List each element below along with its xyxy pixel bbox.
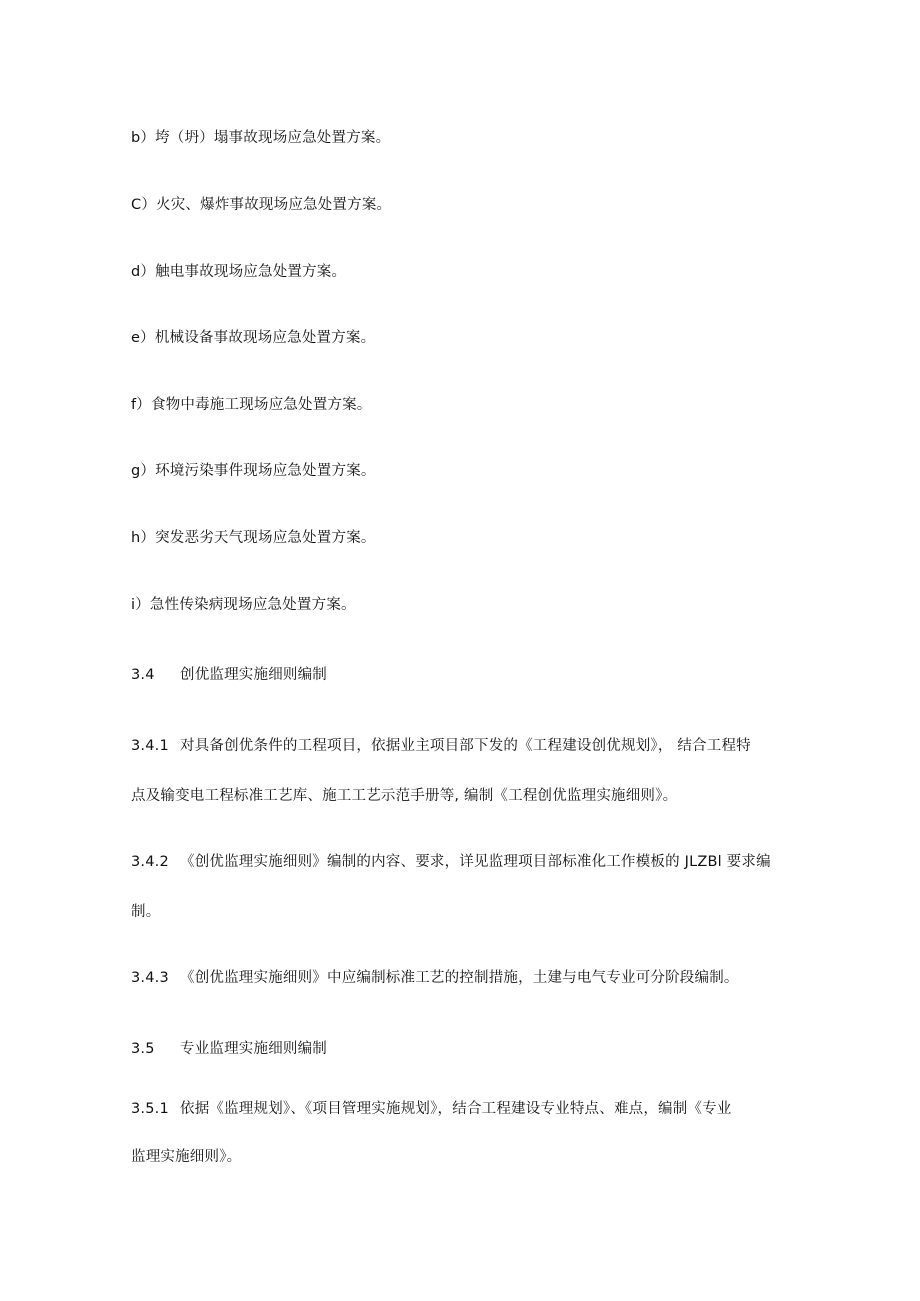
section-number: 3.5: [131, 1041, 155, 1057]
clause-text: 对具备创优条件的工程项目，依据业主项目部下发的《工程建设创优规划》， 结合工程特: [180, 738, 751, 754]
section-title: 专业监理实施细则编制: [180, 1041, 327, 1057]
list-item: h）突发恶劣天气现场应急处置方案。: [131, 530, 376, 546]
section-heading-3-4: [131, 665, 327, 685]
clause-text: 《创优监理实施细则》编制的内容、要求，详见监理项目部标准化工作模板的 JLZBl 要求编: [180, 854, 771, 870]
list-item: d）触电事故现场应急处置方案。: [131, 264, 347, 280]
clause-3-5-1: [131, 1099, 732, 1119]
list-item: b）垮（坍）塌事故现场应急处置方案。: [131, 130, 391, 146]
clause-number: 3.4.2: [131, 854, 169, 870]
section-heading-3-5: [131, 1039, 327, 1059]
clause-3-4-2: [131, 852, 771, 872]
clause-number: 3.4.1: [131, 738, 169, 754]
list-item: C）火灾、爆炸事故现场应急处置方案。: [131, 197, 392, 213]
clause-number: 3.5.1: [131, 1101, 169, 1117]
clause-3-5-1-continuation: 监理实施细则》。: [131, 1149, 242, 1165]
clause-text: 依据《监理规划》、《项目管理实施规划》，结合工程建设专业特点、难点，编制《专业: [180, 1101, 732, 1117]
list-item: i）急性传染病现场应急处置方案。: [131, 597, 356, 613]
list-item: f）食物中毒施工现场应急处置方案。: [131, 397, 372, 413]
section-number: 3.4: [131, 667, 155, 683]
clause-number: 3.4.3: [131, 970, 169, 986]
clause-3-4-2-continuation: 制。: [131, 904, 161, 920]
list-item: g）环境污染事件现场应急处置方案。: [131, 463, 376, 479]
clause-3-4-1: [131, 736, 751, 756]
section-title: 创优监理实施细则编制: [180, 667, 327, 683]
list-item: e）机械设备事故现场应急处置方案。: [131, 330, 376, 346]
clause-3-4-3: [131, 968, 739, 988]
clause-text: 《创优监理实施细则》中应编制标准工艺的控制措施，土建与电气专业可分阶段编制。: [180, 970, 739, 986]
clause-3-4-1-continuation: 点及输变电工程标准工艺库、施工工艺示范手册等, 编制《工程创优监理实施细则》。: [131, 788, 678, 804]
